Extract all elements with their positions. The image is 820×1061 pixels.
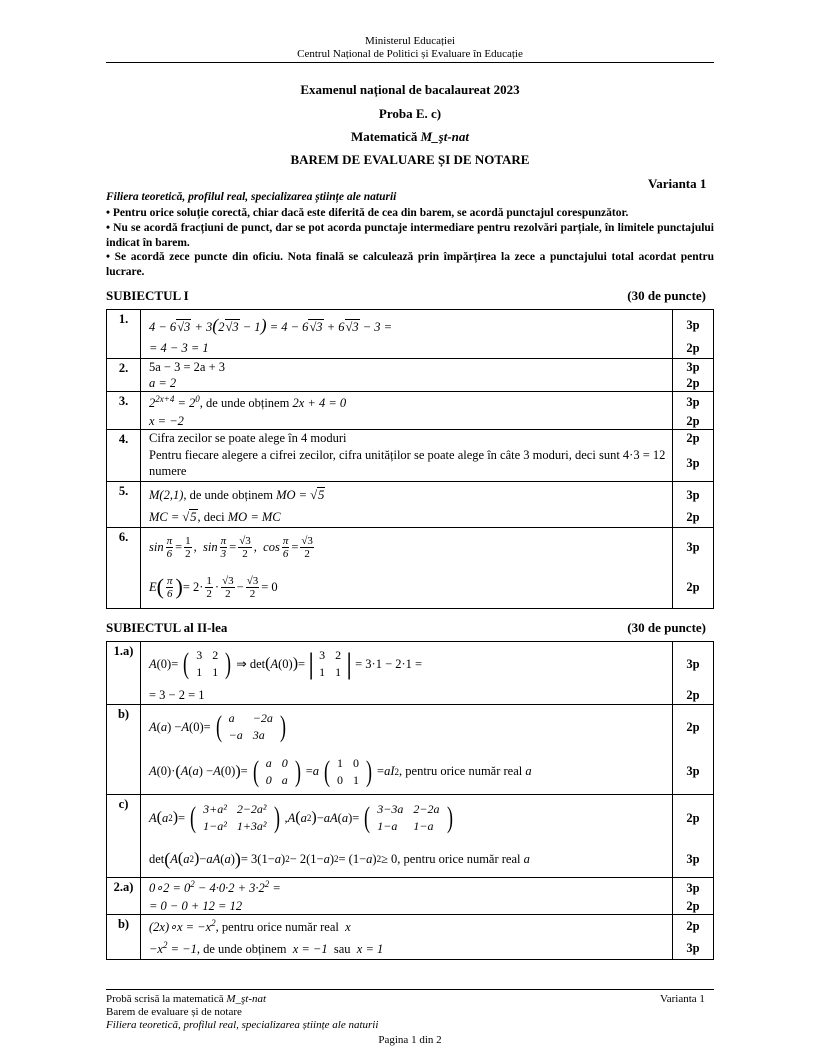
points: 3p [686,851,700,866]
points: 2p [686,413,700,428]
item-line: det ( A ( a 2 ) − aA ( a ) ) = 3(1− a ) 2 − 2(1− a ) 2 = (1− a ) 2 ≥ 0, pentru orice număr real a [149,848,530,869]
item-line: = 4 − 3 = 1 [149,341,209,355]
table-row [107,359,714,392]
note-3: • Se acordă zece puncte din oficiu. Nota finală se calculează prin împărțirea la zece a punctajului total acordat pentru lucrare. [106,251,714,278]
item-number: 1.a) [107,642,141,705]
points: 2p [686,430,700,445]
table-row [107,915,714,960]
table-row [107,310,714,359]
item-line: x = −2 [149,413,184,428]
item-line: 0∘2 = $0^2 - 4\cdot 0\cdot 2 + 3\cdot 2^2$ = [149,879,281,896]
item-line: A ( a ) − A (0)= ( a −2a −a 3a ) [149,710,286,743]
points: 2p [686,810,700,825]
table-row [107,482,714,528]
subject1-heading: SUBIECTUL I (30 de puncte) [106,288,706,303]
footer-variant: Varianta 1 [660,993,705,1005]
table-row [107,528,714,609]
subject1-table [106,309,714,609]
item-line: Pentru fiecare alegere a cifrei zecilor, cifra unităților se poate alege în câte 3 moduri, deci sunt 4·3 = 12 numere [149,448,666,478]
page-number: Pagina 1 din 2 [378,1034,442,1046]
points: 3p [686,359,700,374]
item-line: M(2,1), de unde obținem MO = √5 [149,487,325,502]
subject-title: Matematică M_şt-nat [350,129,470,144]
item-line: a = 2 [149,375,177,390]
item-number: 2.a) [107,878,141,915]
points: 3p [686,539,700,554]
variant-label: Varianta 1 [648,176,707,191]
item-line: A ( a 2 ) = ( 3+a² 2−2a² 1−a² 1+3a² ) , A ( a 2 ) − aA ( a )= ( 3−3a 2−2a 1−a 1−a ) [149,801,453,834]
filiera-note: Filiera teoretică, profilul real, specializarea științe ale naturii [106,191,397,203]
footer-filiera: Filiera teoretică, profilul real, specializarea științe ale naturii [106,1019,379,1031]
note-2: • Nu se acordă fracțiuni de punct, dar se pot acorda punctaje intermediare pentru rezolvări parțiale, în limitele punctajului indicat în barem. [106,222,714,249]
points: 3p [686,764,700,778]
footer-divider [106,989,714,990]
points: 3p [686,487,700,502]
points: 2p [686,687,700,702]
exam-title: Examenul național de bacalaureat 2023 [300,82,520,97]
item-number: c) [107,795,141,878]
table-row [107,795,714,878]
footer-exam: Probă scrisă la matematică M_şt-nat [106,993,267,1005]
table-row [107,705,714,795]
ministry-name: Ministerul Educației [364,35,456,47]
item-number: 5. [107,482,141,528]
item-line: A (0)= ( 3 2 1 1 ) ⇒ det ( A (0) ) = | 3 2 1 1 | = 3·1 − 2·1 = [149,647,423,680]
item-line: 4 − 6√3 + 3(2√3 − 1) = 4 − 6√3 + 6√3 − 3 = [149,314,393,335]
proba-title: Proba E. c) [378,106,442,121]
item-number: 1. [107,310,141,359]
points: 3p [686,455,700,470]
item-number: b) [107,705,141,795]
item-line: = 3 − 2 = 1 [149,687,205,702]
item-line: E ( $\frac{\pi}{6}$ ) = 2· $\frac{1}{2}$ · $\frac{√3}{2}$ − $\frac{√3}{2}$ = 0 [149,574,278,600]
table-row [107,430,714,482]
item-line: (2x)∘x = $-x^2$, pentru orice număr real x [149,917,351,935]
item-number: b) [107,915,141,960]
points: 2p [686,919,700,933]
item-line: 5a − 3 = 2a + 3 [149,359,225,374]
points: 3p [686,941,700,955]
note-1: • Pentru orice soluție corectă, chiar dacă este diferită de cea din barem, se acordă punctajul corespunzător. [106,207,629,219]
points: 3p [686,395,700,409]
item-line: sin $\frac{\pi}{6}$ = $\frac{1}{2}$ , sin $\frac{\pi}{3}$ = $\frac{√3}{2}$ , cos $\frac{\pi}{6}$ = $\frac{√3}{2}$ [149,534,313,560]
item-number: 3. [107,392,141,430]
item-line: $2^{2x+4} = 2^0$, de unde obținem 2x + 4 = 0 [149,393,347,411]
footer-barem: Barem de evaluare și de notare [106,1006,242,1018]
points: 3p [686,656,700,671]
points: 2p [686,579,700,594]
item-number: 2. [107,359,141,392]
points: 2p [686,510,700,524]
subject2-heading: SUBIECTUL al II-lea (30 de puncte) [106,620,706,635]
item-line: MC = √5, deci MO = MC [149,510,281,524]
item-number: 4. [107,430,141,482]
item-line: $-x^2 = -1$, de unde obținem x = −1 sau x = 1 [149,939,384,957]
header-divider [106,62,714,63]
table-row [107,878,714,915]
points: 2p [686,898,700,913]
points: 3p [686,317,700,332]
center-name: Centrul Național de Politici și Evaluare în Educație [297,48,523,60]
table-row [107,392,714,430]
subject2-table [106,641,714,960]
points: 2p [686,375,700,390]
points: 2p [686,341,700,355]
item-number: 6. [107,528,141,609]
points: 2p [686,719,700,734]
points: 3p [686,880,700,895]
table-row [107,642,714,705]
item-line: Cifra zecilor se poate alege în 4 moduri [149,430,347,445]
barem-title: BAREM DE EVALUARE ȘI DE NOTARE [290,152,530,167]
item-line: = 0 − 0 + 12 = 12 [149,898,243,913]
item-line: A (0)· ( A ( a ) − A (0) ) = ( a 0 0 a ) = a ( 1 0 0 1 ) = aI 2 , pentru orice număr real a [149,754,532,788]
